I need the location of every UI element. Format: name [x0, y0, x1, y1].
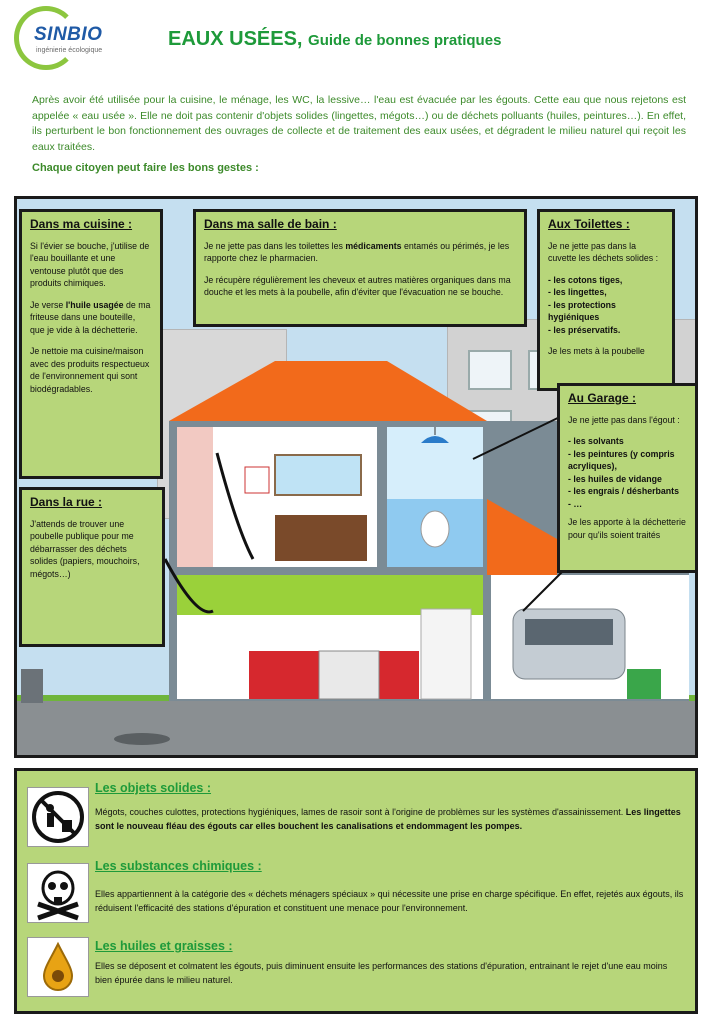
box-text: Je nettoie ma cuisine/maison avec des produits respectueux de l'environnement qui sont biodégradables.	[30, 346, 150, 394]
box-title: Dans ma salle de bain :	[204, 217, 337, 231]
box-text: J'attends de trouver une poubelle publique pour me débarrasser des déchets solides (papiers, mouchoirs, mégots…)	[30, 518, 140, 579]
list-item: - les engrais / désherbants	[568, 486, 679, 496]
section-text: Elles appartiennent à la catégorie des « déchets ménagers spéciaux » qui nécessite une prise en charge spécifique. En effet, rejetés aux égouts, ils réduisent l'efficacité des stations d'épuration et constituent une menace pour l'environnement.	[95, 889, 684, 913]
list-item: - les lingettes,	[548, 287, 607, 297]
box-text: Je les apporte à la déchetterie pour qu'ils soient traités	[568, 517, 686, 540]
sinbio-logo	[14, 6, 110, 70]
list-item: - les huiles de vidange	[568, 473, 662, 484]
box-text: Je ne jette pas dans les toilettes les médicaments entamés ou périmés, je les rapporte chez le pharmacien.	[204, 240, 510, 263]
box-text: Si l'évier se bouche, j'utilise de l'eau bouillante et une ventouse plutôt que des produits chimiques.	[30, 240, 150, 288]
box-dans-la-rue	[19, 487, 165, 647]
toilettes-list	[548, 274, 664, 337]
box-dans-ma-salle-de-bain	[193, 209, 527, 327]
list-item: - les solvants	[568, 436, 624, 446]
title-main: EAUX USÉES,	[168, 28, 303, 50]
list-item: - les peintures (y compris acryliques),	[568, 448, 675, 471]
box-title: Aux Toilettes :	[548, 217, 630, 231]
title-sub: Guide de bonnes pratiques	[308, 32, 502, 49]
intro-lead: Chaque citoyen peut faire les bons gestes :	[32, 162, 259, 174]
garage-list	[568, 435, 690, 510]
box-text: Je verse l'huile usagée de ma friteuse dans une bouteille, que je vide à la déchetterie.	[30, 299, 151, 335]
box-text: Je récupère régulièrement les cheveux et autres matières organiques dans ma douche et les mets à la poubelle, afin d'éviter que l'évacuation ne se bouche.	[204, 274, 511, 297]
house-illustration	[14, 196, 698, 758]
box-text: Je ne jette pas dans la cuvette les déchets solides :	[548, 240, 659, 263]
box-dans-ma-cuisine	[19, 209, 163, 479]
brand-name: SINBIO	[34, 24, 103, 45]
skull-crossbones-icon	[27, 863, 89, 923]
section-text: Mégots, couches culottes, protections hygiéniques, lames de rasoir sont à l'origine de problèmes sur les systèmes d'assainissement. Les lingettes sont le nouveau fléau des égouts car elles bouchent les canalisations et endommagent les pompes.	[95, 807, 681, 831]
list-item: - les préservatifs.	[548, 324, 621, 335]
section-title: Les huiles et graisses :	[95, 939, 233, 953]
section-text: Elles se déposent et colmatent les égouts, puis diminuent ensuite les performances des stations d'épuration, entrainant le rejet d'une eau moins bien épurée dans le milieu naturel.	[95, 961, 668, 985]
no-littering-icon	[27, 787, 89, 847]
box-text: Je ne jette pas dans l'égout :	[568, 414, 680, 425]
box-text: Je les mets à la poubelle	[548, 346, 645, 356]
box-title: Dans ma cuisine :	[30, 217, 133, 231]
intro-paragraph: Après avoir été utilisée pour la cuisine, le ménage, les WC, la lessive… l'eau est évacuée par les égouts. Cette eau que nous rejetons est appelée « eau usée ». Elle ne doit pas contenir d'objets solides (lingettes, mégots…) ou de déchets polluants (huiles, peintures…). En effet, ils perturbent le bon fonctionnement des ouvrages de collecte et de traitement des eaux usées, et dégradent le milieu naturel qui reçoit les eaux traitées.	[32, 94, 686, 153]
brand-tagline: ingénierie écologique	[36, 47, 103, 54]
oil-drop-icon	[27, 937, 89, 997]
list-item: - les protections hygiéniques	[548, 299, 616, 322]
box-au-garage	[557, 383, 698, 573]
box-title: Au Garage :	[568, 391, 637, 405]
page-title	[168, 28, 501, 51]
list-item: - les cotons tiges,	[548, 274, 623, 285]
section-title: Les objets solides :	[95, 781, 212, 795]
list-item: - …	[568, 498, 583, 509]
section-title: Les substances chimiques :	[95, 859, 262, 873]
box-title: Dans la rue :	[30, 495, 103, 509]
info-panel	[14, 768, 698, 1014]
box-aux-toilettes	[537, 209, 675, 391]
